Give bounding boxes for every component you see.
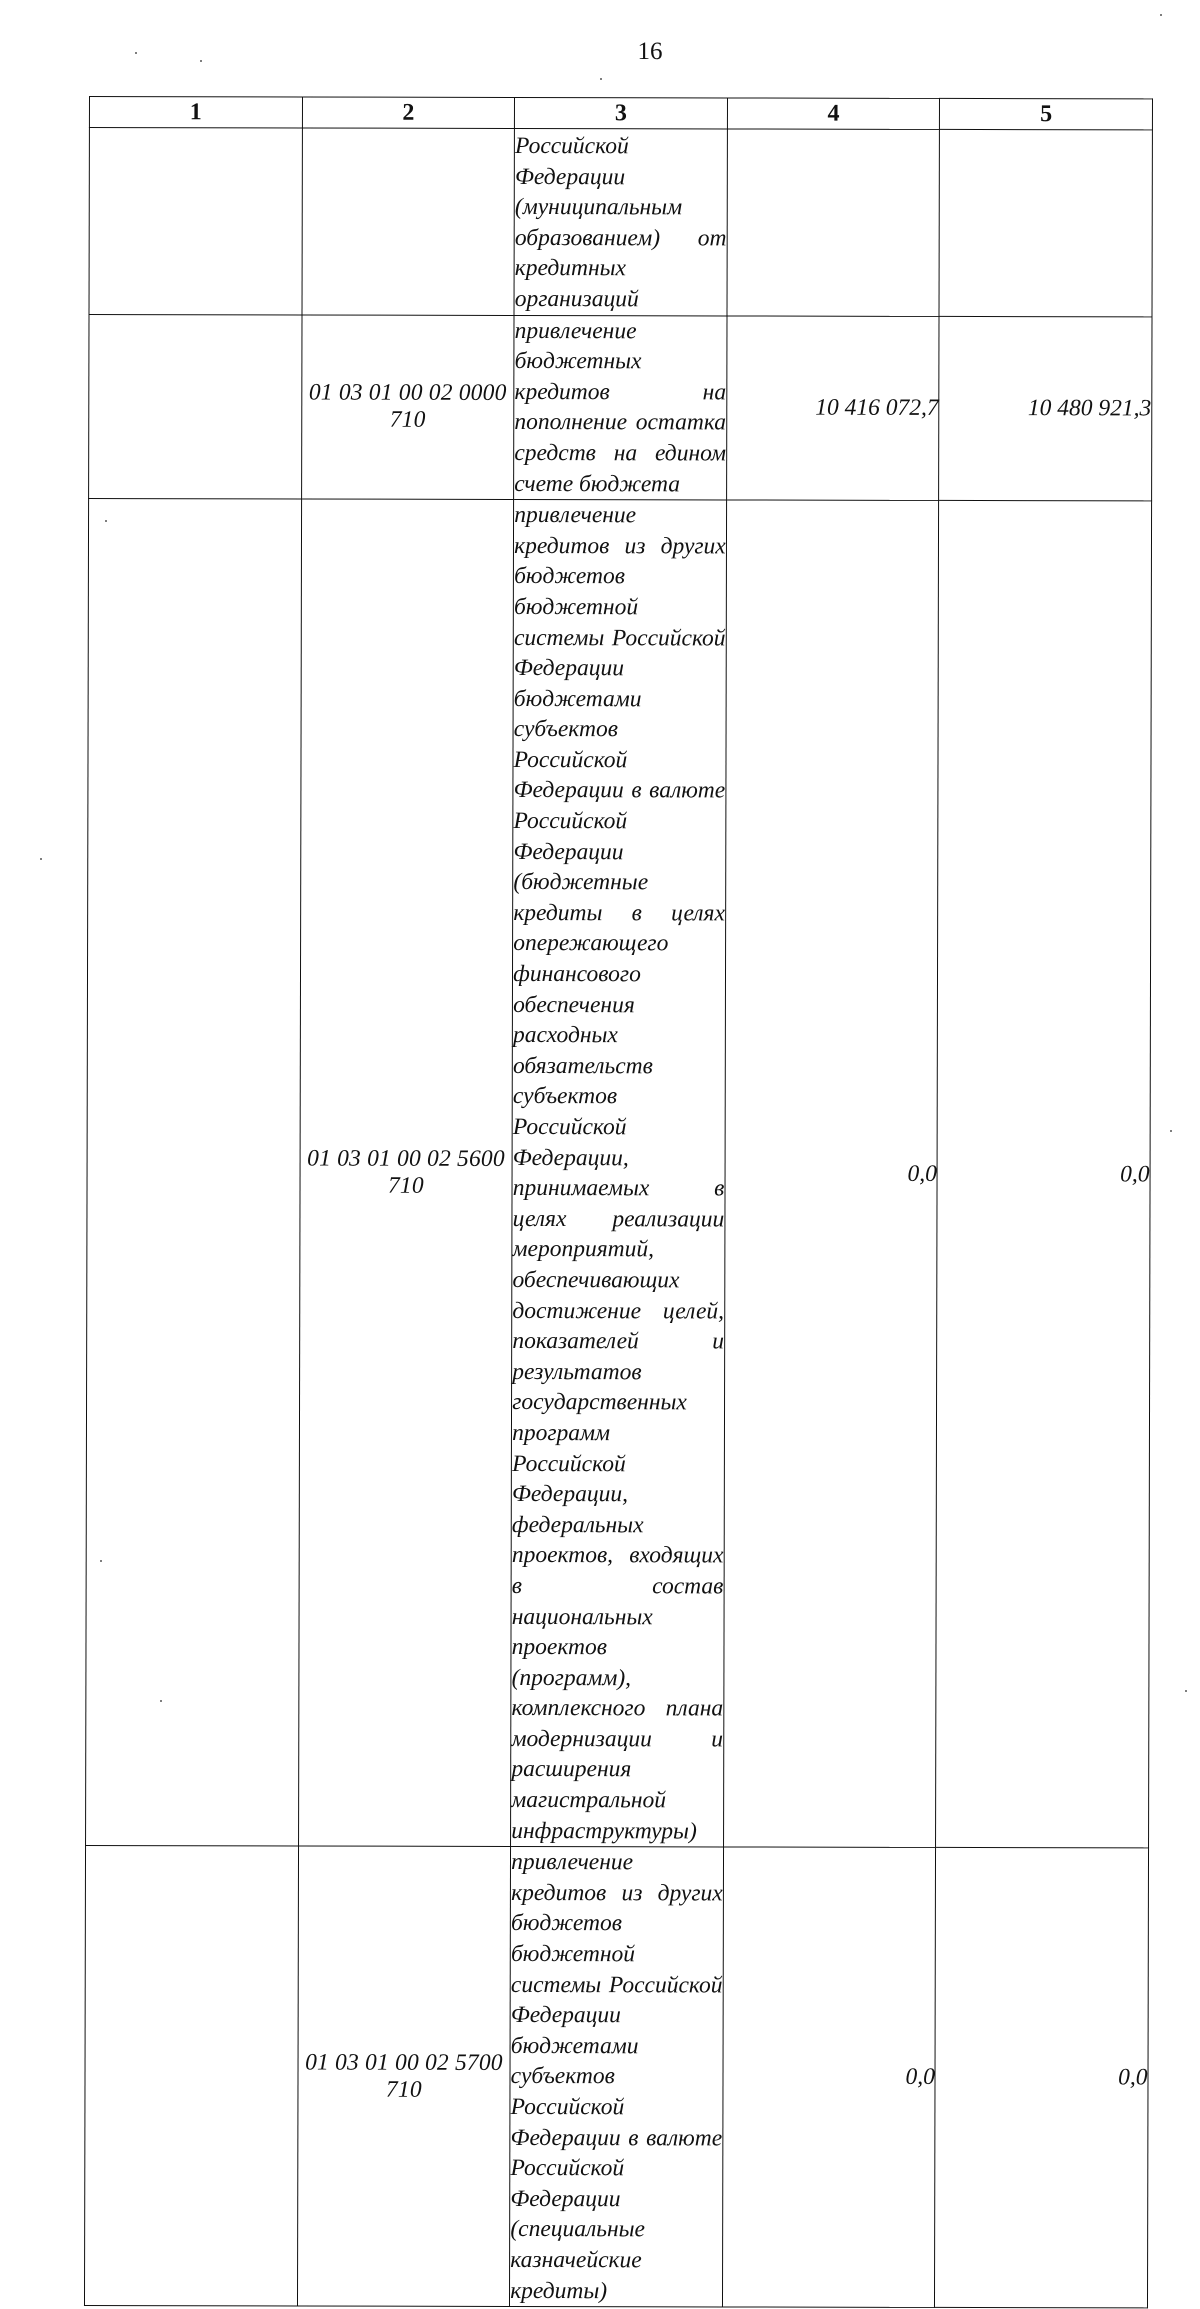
amount-col4-cell: 10 416 072,7 bbox=[726, 316, 939, 501]
amount-col4-cell: 0,0 bbox=[722, 1847, 936, 2307]
row-number-cell bbox=[89, 128, 302, 315]
amount-col4-cell bbox=[727, 129, 940, 316]
scan-speck bbox=[135, 52, 137, 54]
code-cell bbox=[302, 128, 515, 315]
row-number-cell bbox=[89, 314, 302, 499]
amount-col5-cell: 0,0 bbox=[935, 1848, 1149, 2308]
scan-speck bbox=[1160, 14, 1162, 16]
table-row bbox=[89, 314, 1152, 501]
scan-speck bbox=[1185, 1690, 1187, 1692]
table-row bbox=[84, 1846, 1148, 2308]
budget-sources-table bbox=[84, 96, 1153, 2309]
amount-col4-cell: 0,0 bbox=[723, 500, 939, 1848]
code-cell: 01 03 01 00 02 0000 710 bbox=[301, 315, 514, 500]
page-number: 16 bbox=[637, 38, 663, 65]
code-cell: 01 03 01 00 02 5600 710 bbox=[298, 499, 514, 1847]
description-cell: Российской Федерации (муниципальным образованием) от кредитных организаций bbox=[514, 128, 727, 315]
scan-speck bbox=[1170, 1130, 1172, 1132]
description-cell: привлечение кредитов из других бюджетов бюджетной системы Российской Федерации бюджетами субъектов Российской Федерации в валюте Российской Федерации (бюджетные кредиты в целях опережающего финансового обеспечения расходных обязательств субъектов Российской Федерации, принимаемых в целях реализации мероприятий, обеспечивающих достижение целей, показателей и результатов государственных программ Российской Федерации, федеральных проектов, входящих в состав национальных проектов (программ), комплексного плана модернизации и расширения магистральной инфраструктуры) bbox=[511, 500, 727, 1848]
scan-speck bbox=[40, 858, 42, 860]
table-header-row bbox=[89, 97, 1152, 130]
column-header-1: 1 bbox=[89, 97, 302, 128]
amount-col5-cell bbox=[939, 129, 1152, 316]
scan-speck bbox=[600, 78, 602, 80]
table-row bbox=[86, 499, 1152, 1849]
scan-speck bbox=[200, 60, 202, 62]
column-header-5: 5 bbox=[940, 98, 1153, 129]
column-header-3: 3 bbox=[515, 97, 728, 128]
table-row bbox=[89, 128, 1152, 317]
column-header-2: 2 bbox=[302, 97, 515, 128]
scan-speck bbox=[105, 520, 107, 522]
scan-speck bbox=[160, 1700, 162, 1702]
column-header-4: 4 bbox=[727, 98, 940, 129]
description-cell: привлечение кредитов из других бюджетов бюджетной системы Российской Федерации бюджетами субъектов Российской Федерации в валюте Российской Федерации (специальные казначейские кредиты) bbox=[510, 1847, 724, 2307]
scan-speck bbox=[100, 1560, 102, 1562]
description-cell: привлечение бюджетных кредитов на пополнение остатка средств на едином счете бюджета bbox=[514, 315, 727, 500]
row-number-cell bbox=[84, 1846, 298, 2306]
amount-col5-cell: 0,0 bbox=[936, 501, 1152, 1849]
code-cell: 01 03 01 00 02 5700 710 bbox=[297, 1846, 511, 2306]
row-number-cell bbox=[86, 499, 302, 1847]
amount-col5-cell: 10 480 921,3 bbox=[939, 316, 1152, 501]
